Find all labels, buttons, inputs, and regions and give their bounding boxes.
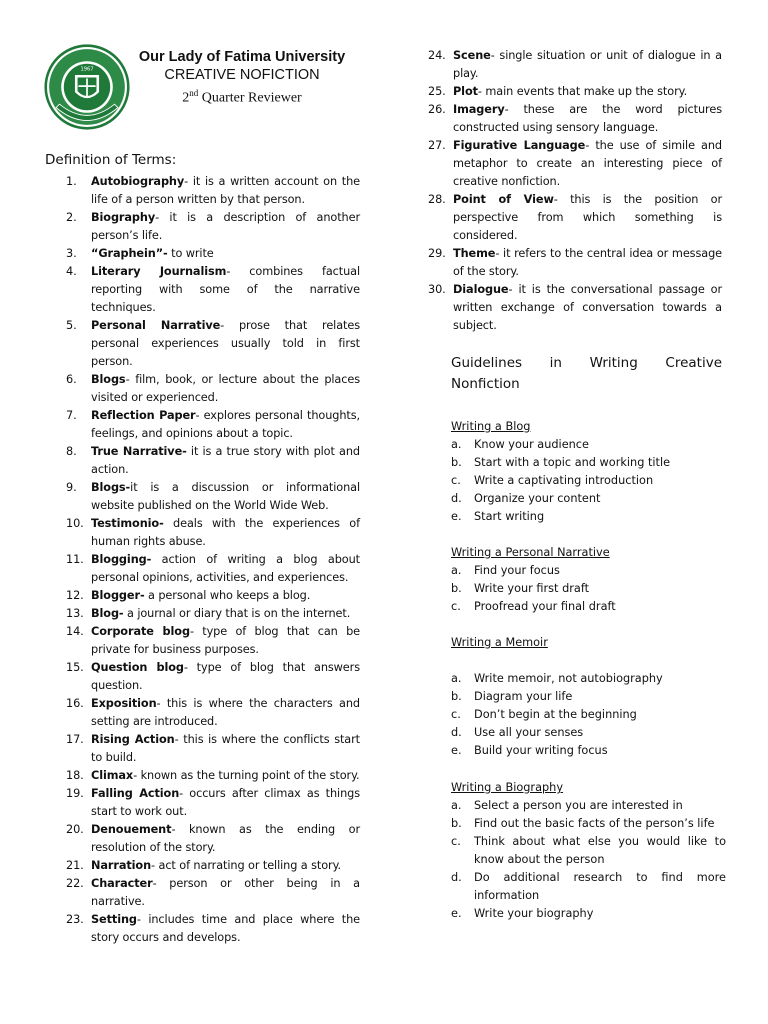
term-item xyxy=(66,731,360,767)
term-item xyxy=(66,263,360,317)
term-name: Blogger- xyxy=(91,589,145,602)
guideline-item xyxy=(451,562,726,580)
quarter-ordinal: nd xyxy=(189,88,199,98)
quarter-number: 2 xyxy=(182,90,190,106)
guideline-letter: c. xyxy=(451,835,461,848)
term-number: 24. xyxy=(428,49,446,62)
term-number: 30. xyxy=(428,283,446,296)
guideline-text: Start with a topic and working title xyxy=(474,456,671,469)
guide-narrative-title: Writing a Personal Narrative xyxy=(451,546,610,559)
term-item xyxy=(66,659,360,695)
term-number: 12. xyxy=(66,589,84,602)
guideline-item xyxy=(451,706,726,724)
guideline-text: Don’t begin at the beginning xyxy=(474,708,637,721)
guideline-letter: b. xyxy=(451,582,462,595)
term-name: Plot xyxy=(453,85,478,98)
guideline-item xyxy=(451,905,726,923)
term-item xyxy=(66,605,360,623)
term-number: 5. xyxy=(66,319,77,332)
term-number: 2. xyxy=(66,211,77,224)
term-item xyxy=(66,443,360,479)
term-item xyxy=(66,371,360,407)
term-item xyxy=(66,551,360,587)
term-name: Autobiography xyxy=(91,175,185,188)
guideline-letter: c. xyxy=(451,600,461,613)
guideline-letter: e. xyxy=(451,744,462,757)
term-number: 3. xyxy=(66,247,77,260)
term-name: Personal Narrative xyxy=(91,319,221,332)
term-number: 4. xyxy=(66,265,77,278)
term-definition: - single situation or unit of dialogue in a play. xyxy=(453,49,722,80)
guideline-item xyxy=(451,472,726,490)
term-definition: to write xyxy=(167,247,214,260)
term-name: Biography xyxy=(91,211,156,224)
term-definition: - it is a written account on the life of a person written by that person. xyxy=(91,175,360,206)
term-definition: a journal or diary that is on the internet. xyxy=(123,607,351,620)
guide-memoir xyxy=(451,634,726,760)
guideline-letter: a. xyxy=(451,672,462,685)
guide-memoir-list xyxy=(451,670,726,760)
term-name: Imagery xyxy=(453,103,505,116)
term-number: 28. xyxy=(428,193,446,206)
guideline-item xyxy=(451,454,726,472)
guideline-letter: e. xyxy=(451,510,462,523)
term-name: Figurative Language xyxy=(453,139,586,152)
guideline-text: Write memoir, not autobiography xyxy=(474,672,663,685)
term-number: 14. xyxy=(66,625,84,638)
term-definition: deals with the experiences of human rights abuse. xyxy=(91,517,360,548)
guideline-letter: d. xyxy=(451,492,462,505)
term-definition: it is a true story with plot and action. xyxy=(91,445,360,476)
term-item xyxy=(428,245,722,281)
term-number: 20. xyxy=(66,823,84,836)
document-header xyxy=(112,48,372,108)
guideline-text: Think about what else you would like to know about the person xyxy=(474,835,726,866)
guide-memoir-title: Writing a Memoir xyxy=(451,636,548,649)
term-item xyxy=(66,767,360,785)
guideline-letter: a. xyxy=(451,564,462,577)
term-name: Falling Action xyxy=(91,787,180,800)
terms-list-right xyxy=(428,47,722,335)
term-number: 18. xyxy=(66,769,84,782)
guideline-text: Write your biography xyxy=(474,907,594,920)
guideline-item xyxy=(451,724,726,742)
guideline-text: Write your first draft xyxy=(474,582,590,595)
guideline-letter: b. xyxy=(451,817,462,830)
definitions-heading: Definition of Terms: xyxy=(45,152,177,168)
term-item xyxy=(66,821,360,857)
guideline-item xyxy=(451,815,726,833)
term-item xyxy=(66,623,360,659)
term-name: Testimonio- xyxy=(91,517,164,530)
term-name: Setting xyxy=(91,913,137,926)
term-definition: a personal who keeps a blog. xyxy=(144,589,311,602)
course-title: CREATIVE NOFICTION xyxy=(164,67,320,83)
guideline-item xyxy=(451,436,726,454)
term-item xyxy=(428,191,722,245)
term-definition: - known as the ending or resolution of the story. xyxy=(91,823,360,854)
guideline-item xyxy=(451,508,726,526)
guide-biography xyxy=(451,779,726,923)
guide-narrative-list xyxy=(451,562,726,616)
term-item xyxy=(66,911,360,947)
term-definition: - includes time and place where the story occurs and develops. xyxy=(91,913,360,944)
term-definition: - occurs after climax as things start to work out. xyxy=(91,787,360,818)
term-definition: - person or other being in a narrative. xyxy=(91,877,360,908)
term-name: Exposition xyxy=(91,697,157,710)
term-number: 22. xyxy=(66,877,84,890)
term-definition: - this is where the characters and setting are introduced. xyxy=(91,697,360,728)
guideline-text: Build your writing focus xyxy=(474,744,608,757)
term-definition: - it is a description of another person’s life. xyxy=(91,211,360,242)
guideline-letter: d. xyxy=(451,871,462,884)
term-name: Point of View xyxy=(453,193,554,206)
term-item xyxy=(428,281,722,335)
guideline-item xyxy=(451,742,726,760)
term-item xyxy=(428,47,722,83)
term-number: 25. xyxy=(428,85,446,98)
term-number: 21. xyxy=(66,859,84,872)
term-name: Dialogue xyxy=(453,283,509,296)
guideline-text: Do additional research to find more information xyxy=(474,871,726,902)
university-name: Our Lady of Fatima University xyxy=(138,49,346,65)
term-name: Blogs xyxy=(91,373,126,386)
guideline-text: Know your audience xyxy=(474,438,589,451)
guide-blog xyxy=(451,418,726,526)
term-item xyxy=(66,857,360,875)
term-name: Question blog xyxy=(91,661,184,674)
guideline-letter: a. xyxy=(451,438,462,451)
seal-year: 1967 xyxy=(80,66,94,73)
guide-biography-title: Writing a Biography xyxy=(451,781,564,794)
term-item xyxy=(66,587,360,605)
term-number: 13. xyxy=(66,607,84,620)
term-item xyxy=(66,407,360,443)
guideline-letter: c. xyxy=(451,474,461,487)
term-item xyxy=(428,101,722,137)
guide-blog-list xyxy=(451,436,726,526)
guidelines-heading: Guidelines in Writing Creative Nonfiction xyxy=(451,355,722,392)
term-definition: - this is where the conflicts start to build. xyxy=(91,733,360,764)
term-name: Rising Action xyxy=(91,733,175,746)
term-definition: - known as the turning point of the story. xyxy=(133,769,360,782)
term-item xyxy=(66,515,360,551)
guideline-letter: b. xyxy=(451,690,462,703)
term-number: 19. xyxy=(66,787,84,800)
term-definition: - film, book, or lecture about the places visited or experienced. xyxy=(91,373,360,404)
term-definition: - explores personal thoughts, feelings, and opinions about a topic. xyxy=(91,409,360,440)
guideline-item xyxy=(451,670,726,688)
term-number: 6. xyxy=(66,373,77,386)
guideline-item xyxy=(451,869,726,905)
guide-narrative xyxy=(451,544,726,616)
term-number: 23. xyxy=(66,913,84,926)
term-number: 17. xyxy=(66,733,84,746)
guideline-letter: c. xyxy=(451,708,461,721)
term-name: Scene xyxy=(453,49,491,62)
term-item xyxy=(66,245,360,263)
term-name: Denouement xyxy=(91,823,172,836)
term-name: Character xyxy=(91,877,153,890)
term-number: 8. xyxy=(66,445,77,458)
term-number: 10. xyxy=(66,517,84,530)
guideline-item xyxy=(451,598,726,616)
term-item xyxy=(66,785,360,821)
guideline-letter: b. xyxy=(451,456,462,469)
term-number: 15. xyxy=(66,661,84,674)
guideline-letter: a. xyxy=(451,799,462,812)
term-item xyxy=(66,695,360,731)
term-item xyxy=(428,137,722,191)
term-definition: - combines factual reporting with some of the narrative techniques. xyxy=(91,265,361,314)
term-name: Climax xyxy=(91,769,134,782)
guideline-text: Use all your senses xyxy=(474,726,584,739)
guideline-text: Select a person you are interested in xyxy=(474,799,683,812)
term-definition: - prose that relates personal experiences usually told in first person. xyxy=(91,319,361,368)
term-number: 16. xyxy=(66,697,84,710)
term-definition: - it refers to the central idea or message of the story. xyxy=(453,247,722,278)
guide-biography-list xyxy=(451,797,726,923)
term-number: 27. xyxy=(428,139,446,152)
guideline-text: Find out the basic facts of the person’s life xyxy=(474,817,715,830)
term-item xyxy=(66,479,360,515)
term-item xyxy=(66,209,360,245)
term-definition: - type of blog that answers question. xyxy=(91,661,360,692)
term-item xyxy=(66,173,360,209)
term-name: Theme xyxy=(453,247,496,260)
term-definition: - it is the conversational passage or written exchange of conversation towards a subject. xyxy=(453,283,722,332)
guideline-text: Organize your content xyxy=(474,492,601,505)
guideline-text: Find your focus xyxy=(474,564,560,577)
terms-list-left xyxy=(66,173,360,947)
term-definition: - act of narrating or telling a story. xyxy=(151,859,342,872)
guideline-item xyxy=(451,490,726,508)
term-definition: - type of blog that can be private for business purposes. xyxy=(91,625,360,656)
term-definition: - main events that make up the story. xyxy=(477,85,688,98)
term-name: Corporate blog xyxy=(91,625,190,638)
guideline-item xyxy=(451,797,726,815)
term-definition: - the use of simile and metaphor to create an interesting piece of creative nonfiction. xyxy=(453,139,722,188)
term-name: Narration xyxy=(91,859,152,872)
guideline-letter: e. xyxy=(451,907,462,920)
term-name: Literary Journalism xyxy=(91,265,227,278)
term-name: Reflection Paper xyxy=(91,409,196,422)
term-name: “Graphein”- xyxy=(91,247,168,260)
guideline-letter: d. xyxy=(451,726,462,739)
term-item xyxy=(66,875,360,911)
term-name: Blogging- xyxy=(91,553,152,566)
term-number: 26. xyxy=(428,103,446,116)
term-number: 7. xyxy=(66,409,77,422)
term-name: Blogs- xyxy=(91,481,131,494)
term-name: Blog- xyxy=(91,607,124,620)
term-number: 11. xyxy=(66,553,84,566)
term-number: 29. xyxy=(428,247,446,260)
term-definition: - these are the word pictures constructed using sensory language. xyxy=(453,103,722,134)
guideline-item xyxy=(451,580,726,598)
term-definition: - this is the position or perspective from which something is considered. xyxy=(453,193,722,242)
term-item xyxy=(428,83,722,101)
term-number: 9. xyxy=(66,481,77,494)
guide-blog-title: Writing a Blog xyxy=(451,420,531,433)
guideline-text: Start writing xyxy=(474,510,545,523)
term-number: 1. xyxy=(66,175,77,188)
term-item xyxy=(66,317,360,371)
term-name: True Narrative- xyxy=(91,445,187,458)
quarter-label: Quarter Reviewer xyxy=(198,90,302,106)
guideline-text: Write a captivating introduction xyxy=(474,474,654,487)
term-definition: action of writing a blog about personal opinions, activities, and experiences. xyxy=(91,553,360,584)
term-definition: it is a discussion or informational website published on the World Wide Web. xyxy=(91,481,360,512)
guideline-text: Proofread your final draft xyxy=(474,600,616,613)
guideline-text: Diagram your life xyxy=(474,690,573,703)
guideline-item xyxy=(451,833,726,869)
guideline-item xyxy=(451,688,726,706)
quarter-title xyxy=(112,84,372,108)
